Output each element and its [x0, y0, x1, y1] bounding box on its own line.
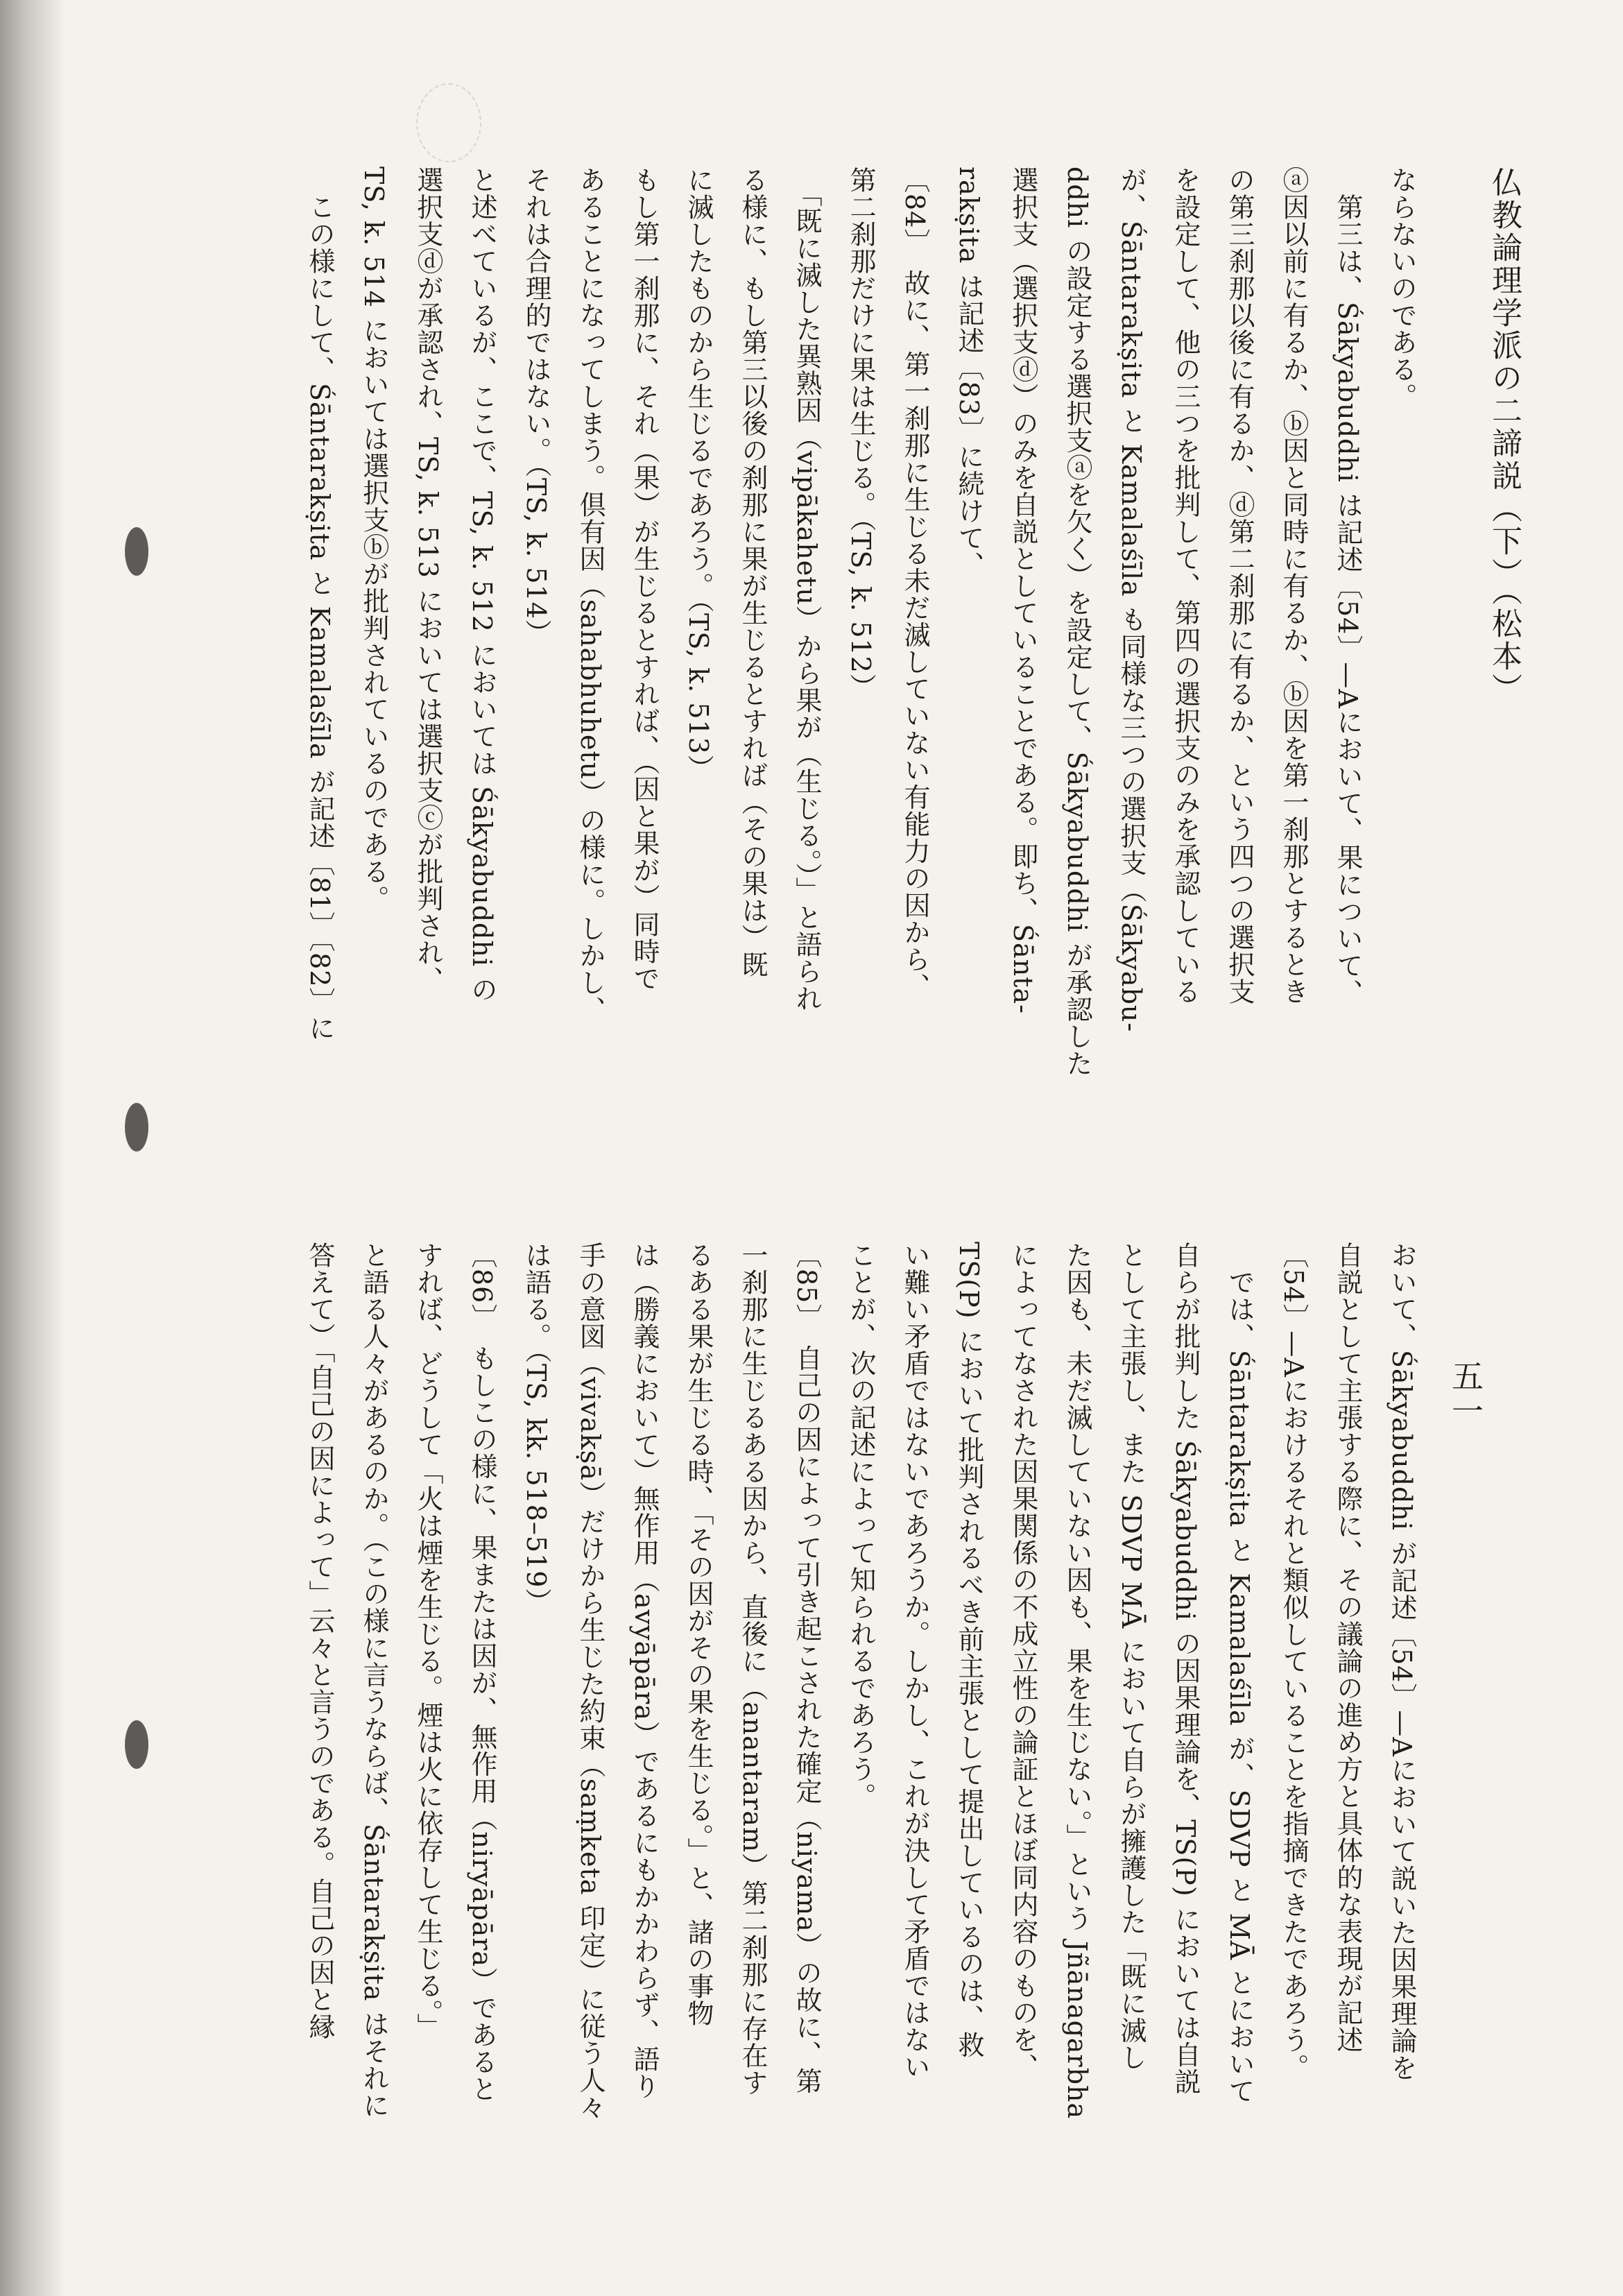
text-line: 選択支ⓓが承認され、TS, k. 513 においては選択支ⓒが批判され、 — [413, 166, 443, 993]
text-line: 自らが批判した Śākyabuddhi の因果理論を、TS(P) においては自説 — [1170, 1242, 1201, 2096]
text-line: 第二刹那だけに果は生じる。（TS, k. 512） — [845, 166, 876, 701]
text-line: この様にして、Śāntarakṣita と Kamalaśīla が記述〔81〕〔82〕に — [304, 166, 335, 1042]
text-line: た因も、未だ滅していない因も、果を生じない。」という Jñānagarbha — [1062, 1242, 1092, 2120]
text-line: TS(P) において批判されるべき前主張として提出しているのは、救 — [954, 1242, 984, 2059]
text-line: ことが、次の記述によって知られるであろう。 — [845, 1242, 876, 1810]
text-line: る様に、もし第三以後の刹那に果が生じるとすれば（その果は）既 — [737, 166, 768, 978]
text-line: 「既に滅した異熟因（vipākahetu）から果が（生じる。）」と語られ — [791, 166, 822, 1012]
punch-hole — [125, 1103, 148, 1151]
text-line: すれば、どうして「火は煙を生じる。煙は火に依存して生じる。」 — [413, 1242, 443, 2040]
text-line: が、Śāntarakṣita と Kamalaśīla も同様な三つの選択支（Śākyabu- — [1116, 166, 1147, 1033]
text-line: 選択支（選択支ⓓ）のみを自説としていることである。即ち、Śānta- — [1008, 166, 1038, 1014]
text-line: それは合理的ではない。（TS, k. 514） — [521, 166, 551, 646]
punch-hole — [125, 1720, 148, 1769]
text-line: と語る人々があるのか。（この様に言うならば、Śāntarakṣita はそれに — [359, 1242, 389, 2119]
text-line: では、Śāntarakṣita と Kamalaśīla が、SDVP と MĀ とにおいて — [1224, 1242, 1255, 2105]
text-line: TS, k. 514 においては選択支ⓑが批判されているのである。 — [359, 166, 389, 912]
text-line: の第三刹那以後に有るか、ⓓ第二刹那に有るか、という四つの選択支 — [1224, 166, 1255, 1005]
text-line: によってなされた因果関係の不成立性の論証とほぼ同内容のものを、 — [1008, 1242, 1038, 2080]
text-line: ddhi の設定する選択支ⓐを欠く）を設定して、Śākyabuddhi が承認した — [1062, 166, 1092, 1077]
text-line: として主張し、また SDVP MĀ において自らが擁護した「既に滅し — [1116, 1242, 1147, 2071]
text-line: に滅したものから生じるであろう。（TS, k. 513） — [683, 166, 714, 782]
text-line: 手の意図（vivakṣā）だけから生じた約束（saṃketa 印定）に従う人々 — [575, 1242, 606, 2121]
text-line: ならないのである。 — [1386, 166, 1417, 410]
text-line: を設定して、他の三つを批判して、第四の選択支のみを承認している — [1170, 166, 1201, 1005]
text-line: るある果が生じる時、「その因がその果を生じる。」と、諸の事物 — [683, 1242, 714, 2027]
binding-edge — [0, 0, 66, 2296]
text-line: もし第一刹那に、それ（果）が生じるとすれば、（因と果が）同時で — [629, 166, 660, 992]
text-line: は（勝義において）無作用（avyāpāra）であるにもかかわらず、語り — [629, 1242, 660, 2100]
text-line: 〔84〕 故に、第一刹那に生じる未だ滅していない有能力の因から、 — [900, 166, 930, 1000]
text-line: おいて、Śākyabuddhi が記述〔54〕—Aにおいて説いた因果理論を — [1386, 1242, 1417, 2082]
text-line: ⓐ因以前に有るか、ⓑ因と同時に有るか、ⓑ因を第一刹那とするとき — [1278, 166, 1309, 1005]
text-line: 一刹那に生じるある因から、直後に（anantaram）第二刹那に存在す — [737, 1242, 768, 2097]
top-text-block — [304, 166, 1429, 1158]
text-line: 〔54〕—Aにおけるそれと類似していることを指摘できたであろう。 — [1278, 1242, 1309, 2081]
text-line: と述べているが、ここで、TS, k. 512 においては Śākyabuddhi の — [467, 166, 497, 1004]
text-line: あることになってしまう。倶有因（sahabhuhetu）の様に。しかし、 — [575, 166, 606, 1024]
punch-hole — [125, 527, 148, 576]
text-line: 〔85〕 自己の因によって引き起こされた確定（niyama）の故に、第 — [791, 1242, 822, 2095]
text-line: 答えて）「自己の因によって」云々と言うのである。自己の因と縁 — [304, 1242, 335, 2040]
running-header: 仏教論理学派の二諦説（下）（松本） — [1486, 166, 1522, 705]
bottom-text-block — [250, 1242, 1429, 2213]
text-line: 〔86〕 もしこの様に、果または因が、無作用（niryāpāra）であると — [467, 1242, 497, 2103]
stain-mark — [416, 83, 481, 162]
text-line: は語る。（TS, kk. 518–519） — [521, 1242, 551, 1616]
text-line: い難い矛盾ではないであろうか。しかし、これが決して矛盾ではない — [900, 1242, 930, 2080]
text-line: 第三は、Śākyabuddhi は記述〔54〕—Aにおいて、果について、 — [1332, 166, 1363, 1006]
text-line: rakṣita は記述〔83〕に続けて、 — [954, 166, 984, 579]
text-line: 自説として主張する際に、その議論の進め方と具体的な表現が記述 — [1332, 1242, 1363, 2053]
page-number: 五一 — [1447, 1360, 1484, 1429]
